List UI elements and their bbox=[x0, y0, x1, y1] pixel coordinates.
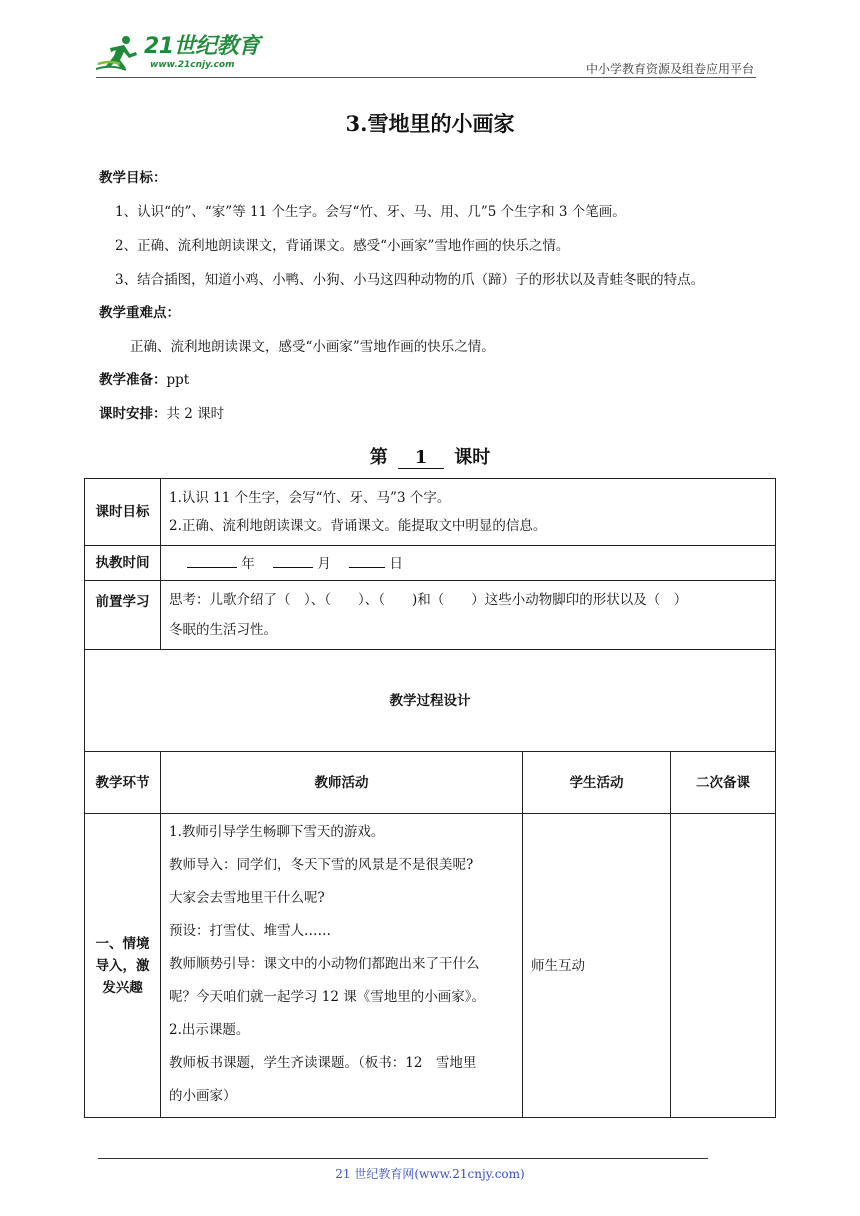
teacher-line-3: 大家会去雪地里干什么呢? bbox=[169, 890, 325, 906]
lesson-number: 1 bbox=[398, 447, 444, 469]
lesson-prefix: 第 bbox=[369, 447, 388, 468]
month-blank bbox=[273, 551, 313, 568]
table-row bbox=[85, 650, 776, 752]
lesson-suffix: 课时 bbox=[454, 447, 491, 468]
goal-label: 课时目标 bbox=[85, 479, 161, 546]
teacher-line-4: 预设：打雪仗、堆雪人…… bbox=[169, 923, 331, 939]
year-blank bbox=[187, 551, 237, 568]
day-label: 日 bbox=[389, 556, 403, 572]
stage-line-2: 导入，激 bbox=[95, 957, 150, 974]
logo-main-text: 21世纪教育 bbox=[144, 34, 260, 59]
objective-item-3: 3、结合插图，知道小鸡、小鸭、小狗、小马这四种动物的爪（蹄）子的形状以及青蛙冬眠的特点。 bbox=[115, 272, 705, 288]
stage-line-1: 一、情境 bbox=[95, 935, 150, 952]
logo bbox=[96, 34, 260, 80]
preparation-label: 教学准备： bbox=[99, 372, 167, 388]
preparation-value: ppt bbox=[166, 372, 190, 388]
month-label: 月 bbox=[317, 556, 331, 572]
teacher-activity-cell bbox=[161, 814, 523, 1118]
teacher-line-7: 2.出示课题。 bbox=[169, 1022, 250, 1038]
footer-divider bbox=[98, 1158, 708, 1159]
lesson-plan-table bbox=[84, 478, 776, 1118]
goal-content bbox=[161, 479, 776, 546]
teacher-line-5: 教师顺势引导：课文中的小动物们都跑出来了干什么 bbox=[169, 956, 480, 972]
student-activity-cell: 师生互动 bbox=[523, 814, 671, 1118]
pre-study-line-2: 冬眠的生活习性。 bbox=[169, 622, 277, 638]
pre-study-line-1: 思考：儿歌介绍了（ ）、（ ）、（ )和（ ）这些小动物脚印的形状以及（ ） bbox=[169, 592, 688, 608]
teacher-line-9: 的小画家） bbox=[169, 1088, 237, 1104]
preparation-row bbox=[99, 370, 189, 390]
col-teacher-header: 教师活动 bbox=[161, 752, 523, 814]
process-title: 教学过程设计 bbox=[85, 650, 776, 752]
goal-line-1: 1.认识 11 个生字，会写“竹、牙、马”3 个字。 bbox=[169, 490, 451, 506]
objectives-label: 教学目标： bbox=[99, 170, 167, 186]
table-row bbox=[85, 814, 776, 1118]
stage-cell bbox=[85, 814, 161, 1118]
second-prep-cell bbox=[671, 814, 776, 1118]
stage-line-3: 发兴趣 bbox=[102, 979, 143, 996]
teacher-line-6: 呢？今天咱们就一起学习 12 课《雪地里的小画家》。 bbox=[169, 989, 486, 1005]
schedule-label: 课时安排： bbox=[99, 406, 167, 422]
logo-url-text: www.21cnjy.com bbox=[150, 60, 235, 70]
teacher-line-8: 教师板书课题，学生齐读课题。（板书：12 雪地里 bbox=[169, 1055, 477, 1071]
lesson-heading bbox=[0, 443, 860, 469]
table-row bbox=[85, 546, 776, 581]
objective-item-2: 2、正确、流利地朗读课文，背诵课文。感受“小画家”雪地作画的快乐之情。 bbox=[115, 238, 570, 254]
time-label: 执教时间 bbox=[85, 546, 161, 581]
col-student-header: 学生活动 bbox=[523, 752, 671, 814]
page-header bbox=[96, 30, 756, 80]
runner-logo-icon bbox=[96, 34, 142, 74]
col-second-header: 二次备课 bbox=[671, 752, 776, 814]
objective-item-1: 1、认识“的”、“家”等 11 个生字。会写“竹、牙、马、用、几”5 个生字和 3 个笔画。 bbox=[115, 204, 626, 220]
pre-study-content bbox=[161, 581, 776, 650]
document-title: 3.雪地里的小画家 bbox=[345, 111, 515, 136]
table-header-row bbox=[85, 752, 776, 814]
schedule-row bbox=[99, 404, 224, 424]
pre-study-label: 前置学习 bbox=[85, 581, 161, 650]
key-points-text: 正确、流利地朗读课文，感受“小画家”雪地作画的快乐之情。 bbox=[130, 339, 495, 355]
time-content bbox=[161, 546, 776, 581]
key-points-label: 教学重难点： bbox=[99, 305, 180, 321]
year-label: 年 bbox=[241, 556, 255, 572]
footer-text: 21 世纪教育网(www.21cnjy.com) bbox=[335, 1167, 525, 1181]
schedule-value: 共 2 课时 bbox=[166, 406, 225, 422]
goal-line-2: 2.正确、流利地朗读课文。背诵课文。能提取文中明显的信息。 bbox=[169, 518, 547, 534]
teacher-line-1: 1.教师引导学生畅聊下雪天的游戏。 bbox=[169, 824, 385, 840]
header-divider bbox=[96, 77, 756, 78]
day-blank bbox=[349, 551, 385, 568]
col-stage-header: 教学环节 bbox=[85, 752, 161, 814]
teacher-line-2: 教师导入：同学们，冬天下雪的风景是不是很美呢? bbox=[169, 857, 474, 873]
table-row bbox=[85, 479, 776, 546]
table-row bbox=[85, 581, 776, 650]
platform-name: 中小学教育资源及组卷应用平台 bbox=[585, 62, 754, 76]
